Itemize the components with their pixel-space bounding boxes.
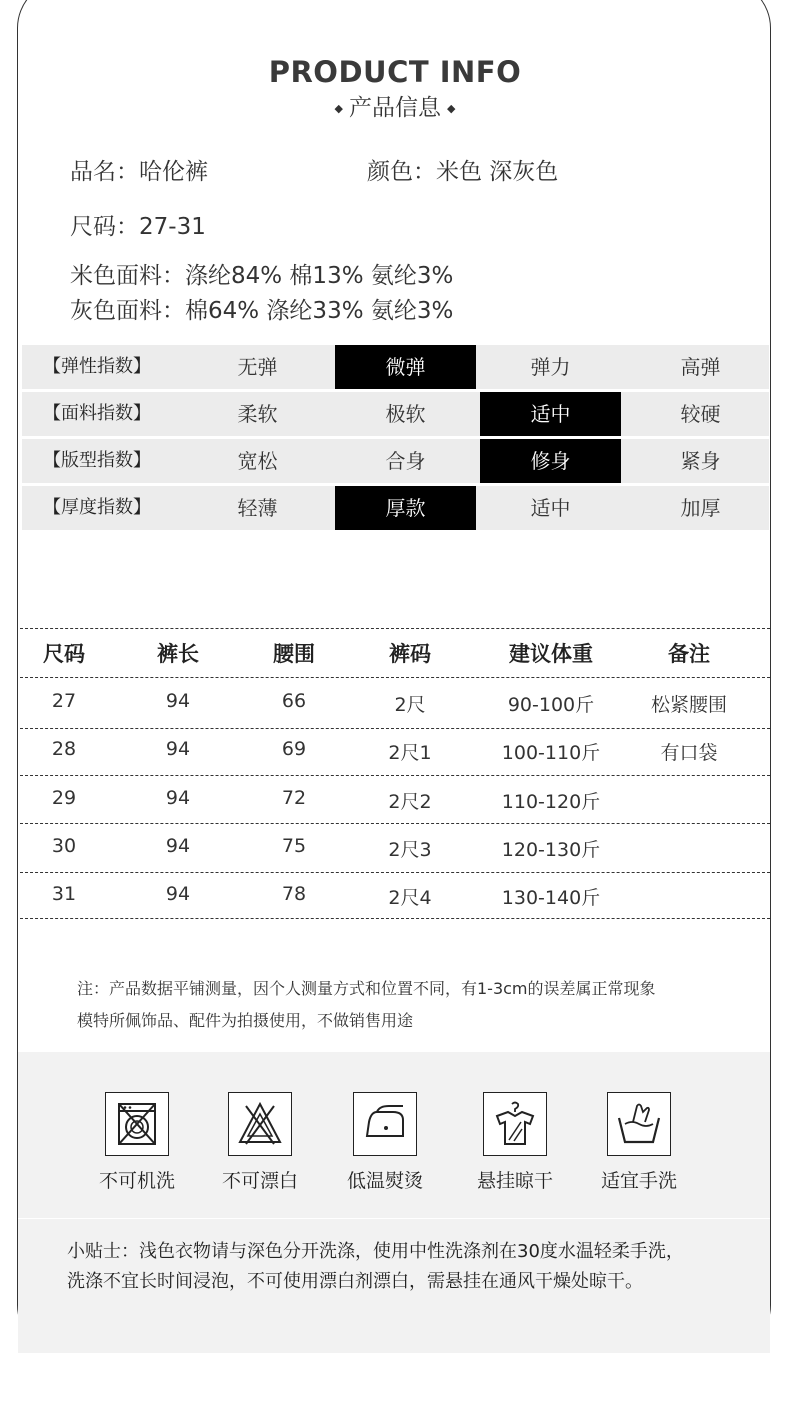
index-option: 轻薄 <box>237 496 278 520</box>
tip-line: 洗涤不宜长时间浸泡，不可使用漂白剂漂白，需悬挂在通风干燥处晾干。 <box>67 1271 643 1292</box>
page-subtitle <box>0 89 790 122</box>
table-cell: 90-100斤 <box>507 694 595 716</box>
table-cell: 28 <box>51 738 77 760</box>
table-cell: 31 <box>51 883 77 905</box>
care-label: 低温熨烫 <box>346 1170 423 1192</box>
fabric-gray: 灰色面料：棉64% 涤纶33% 氨纶3% <box>70 298 454 324</box>
table-cell: 2尺3 <box>388 839 432 861</box>
index-row <box>22 345 769 389</box>
table-cell: 有口袋 <box>660 742 718 764</box>
table-cell: 29 <box>51 787 77 809</box>
table-divider <box>20 728 770 729</box>
table-cell: 30 <box>51 835 77 857</box>
index-option: 无弹 <box>237 355 278 379</box>
care-label: 不可漂白 <box>221 1170 298 1192</box>
diamond-icon: ◆ <box>447 102 456 115</box>
care-item <box>330 1092 440 1193</box>
care-label: 适宜手洗 <box>600 1170 677 1192</box>
index-row <box>22 439 769 483</box>
table-cell: 66 <box>281 690 307 712</box>
subtitle-text: 产品信息 <box>349 95 441 121</box>
index-label: 【面料指数】 <box>43 403 151 424</box>
table-cell: 2尺4 <box>388 887 432 909</box>
index-option: 弹力 <box>530 355 571 379</box>
table-divider <box>20 823 770 824</box>
care-label: 悬挂晾干 <box>476 1170 553 1192</box>
no-machine-wash-icon <box>105 1092 169 1156</box>
tips-panel <box>18 1219 770 1353</box>
index-row <box>22 486 769 530</box>
no-bleach-icon <box>228 1092 292 1156</box>
index-option: 较硬 <box>680 402 721 426</box>
table-cell: 130-140斤 <box>501 887 601 909</box>
index-option: 柔软 <box>237 402 278 426</box>
table-header-cell: 建议体重 <box>509 642 593 666</box>
tip-line: 小贴士：浅色衣物请与深色分开洗涤，使用中性洗涤剂在30度水温轻柔手洗， <box>67 1241 684 1262</box>
measure-note: 注：产品数据平铺测量，因个人测量方式和位置不同，有1-3cm的误差属正常现象 <box>77 979 656 998</box>
index-option-selected: 微弹 <box>335 345 476 389</box>
low-temp-iron-icon <box>353 1092 417 1156</box>
table-cell: 100-110斤 <box>501 742 601 764</box>
table-cell: 110-120斤 <box>501 791 601 813</box>
product-color: 颜色：米色 深灰色 <box>367 159 559 185</box>
care-label: 不可机洗 <box>98 1170 175 1192</box>
fabric-beige: 米色面料：涤纶84% 棉13% 氨纶3% <box>70 263 454 289</box>
care-item <box>82 1092 192 1193</box>
hand-wash-icon <box>607 1092 671 1156</box>
index-option-selected: 适中 <box>480 392 621 436</box>
index-option-selected: 修身 <box>480 439 621 483</box>
product-size: 尺码：27-31 <box>70 214 206 240</box>
table-cell: 94 <box>165 690 191 712</box>
table-cell: 94 <box>165 738 191 760</box>
index-option: 加厚 <box>680 496 721 520</box>
index-option: 极软 <box>385 402 426 426</box>
care-item <box>584 1092 694 1193</box>
table-cell: 松紧腰围 <box>650 694 727 716</box>
table-cell: 94 <box>165 835 191 857</box>
table-cell: 69 <box>281 738 307 760</box>
care-item <box>205 1092 315 1193</box>
table-divider <box>20 628 770 629</box>
product-name: 品名：哈伦裤 <box>70 159 208 185</box>
index-row <box>22 392 769 436</box>
index-label: 【弹性指数】 <box>43 356 151 377</box>
table-divider <box>20 775 770 776</box>
table-header-cell: 裤长 <box>157 642 199 666</box>
accessory-note: 模特所佩饰品、配件为拍摄使用，不做销售用途 <box>77 1011 414 1030</box>
table-divider <box>20 677 770 678</box>
table-cell: 2尺1 <box>388 742 432 764</box>
table-cell: 72 <box>281 787 307 809</box>
table-header-cell: 备注 <box>668 642 710 666</box>
table-cell: 75 <box>281 835 307 857</box>
care-instructions <box>18 1052 770 1218</box>
page-title: PRODUCT INFO <box>268 55 522 89</box>
index-label: 【版型指数】 <box>43 450 151 471</box>
table-cell: 120-130斤 <box>501 839 601 861</box>
table-divider <box>20 918 770 919</box>
table-cell: 94 <box>165 883 191 905</box>
table-cell: 27 <box>51 690 77 712</box>
table-header-cell: 腰围 <box>273 642 315 666</box>
table-header-cell: 尺码 <box>43 642 85 666</box>
index-option: 高弹 <box>680 355 721 379</box>
table-header-cell: 裤码 <box>389 642 431 666</box>
diamond-icon: ◆ <box>334 102 343 115</box>
care-item <box>460 1092 570 1193</box>
table-divider <box>20 872 770 873</box>
index-label: 【厚度指数】 <box>43 497 151 518</box>
table-cell: 78 <box>281 883 307 905</box>
hang-dry-icon <box>483 1092 547 1156</box>
table-cell: 2尺2 <box>388 791 432 813</box>
table-cell: 2尺 <box>394 694 426 716</box>
index-option: 紧身 <box>680 449 721 473</box>
index-option: 适中 <box>530 496 571 520</box>
index-option-selected: 厚款 <box>335 486 476 530</box>
index-option: 合身 <box>385 449 426 473</box>
index-option: 宽松 <box>237 449 278 473</box>
table-cell: 94 <box>165 787 191 809</box>
